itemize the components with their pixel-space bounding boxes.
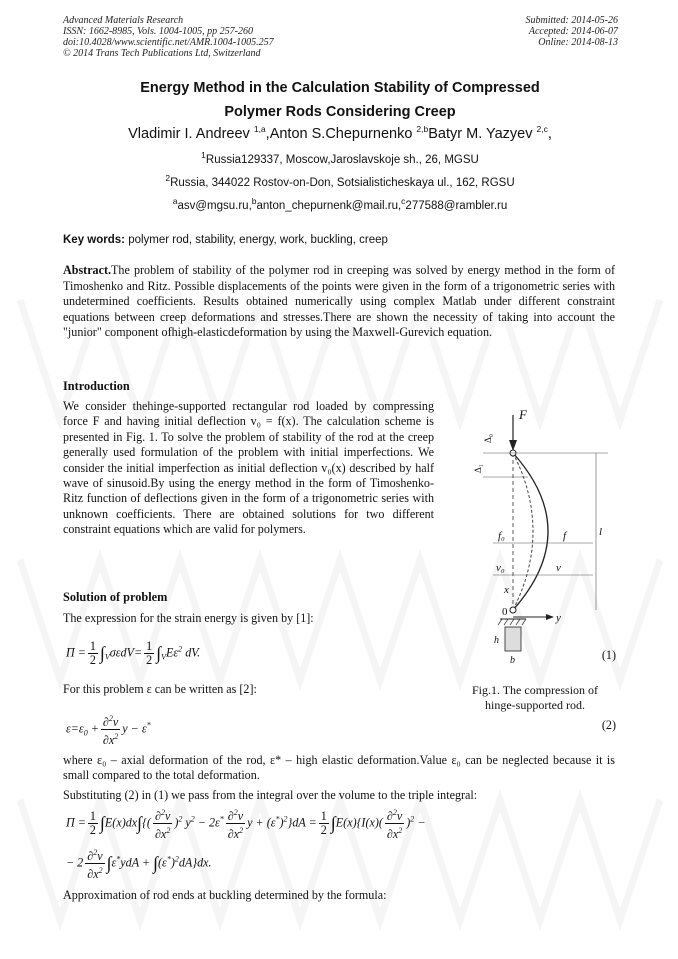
issn: ISSN: 1662-8985, Vols. 1004-1005, pp 257-260 — [63, 26, 253, 37]
figure-caption-line-1: Fig.1. The compression of — [471, 683, 599, 697]
equation-1: Π = $\frac{1}{2}$ $\int_V\sigma\varepsilon dV=$ $\frac{1}{2}$ $\int_VE\varepsilon^2$ dV. — [66, 639, 201, 667]
doi: doi:10.4028/www.scientific.net/AMR.1004-1005.257 — [63, 37, 274, 48]
email-a-marker: a — [172, 196, 178, 207]
figure-caption — [445, 683, 625, 712]
x-axis-label: x — [504, 584, 509, 596]
journal-info — [63, 15, 274, 59]
y-axis-arrow — [546, 614, 554, 620]
equation-2-number: (2) — [601, 718, 616, 732]
author-list — [60, 126, 620, 142]
keywords-label: Key words: — [63, 234, 125, 246]
author-3-affil: 2,c — [536, 124, 548, 135]
delta0-label: Δ₀ — [483, 434, 493, 443]
author-2-affil: 2,b — [416, 124, 429, 135]
affiliation-1-marker: 1 — [201, 150, 206, 161]
equation-3-line-2: − 2 $\frac{\partial^2v}{\partial x^2}$ $\int\varepsilon^*ydA + \int(\varepsilon^*)^2dA\}dx$. — [66, 848, 212, 882]
email-a[interactable]: asv@mgsu.ru, — [177, 200, 252, 212]
force-arrow-head — [509, 440, 517, 451]
author-1: Vladimir I. Andreev — [128, 126, 250, 142]
keywords-text: polymer rod, stability, energy, work, buckling, creep — [125, 234, 388, 246]
online-date: Online: 2014-08-13 — [538, 37, 618, 48]
strain-energy-intro: The expression for the strain energy is given by [1]: — [63, 611, 314, 625]
cross-section — [505, 627, 521, 651]
where-paragraph: where ε₀ – axial deformation of the rod, ε* – high elastic deformation.Value ε₀ can be neglected because it is small compared to the total deformation. — [63, 753, 615, 782]
y-axis-label: y — [556, 612, 561, 624]
abstract-label: Abstract. — [63, 263, 112, 277]
equation-3-line-1: Π = $\frac{1}{2}$ ∫E(x)dx∫{( $\frac{\partial^2v}{\partial x^2}$ )$^2$ $y^2 - 2\varepsilon^*$ $\frac{\partial^2v}{\partial x^2}$ $y + (\varepsilon^*)^2\}dA$ = $\frac{1}{2}$ ∫E(x){I(x)( $\frac{\partial^2v}{\partial x^2}$ )$^2$ − — [66, 808, 426, 842]
author-3: Batyr M. Yazyev — [428, 126, 533, 142]
affiliation-1 — [60, 150, 620, 166]
email-b-marker: b — [251, 196, 257, 207]
f-label: f — [563, 530, 567, 542]
section-heading-solution: Solution of problem — [63, 590, 168, 604]
bottom-hinge — [510, 607, 516, 613]
section-heading-introduction: Introduction — [63, 379, 130, 393]
email-c[interactable]: 277588@rambler.ru — [405, 200, 508, 212]
email-c-marker: c — [401, 196, 406, 207]
keywords — [63, 234, 388, 246]
force-label: F — [519, 407, 527, 422]
v-label: v — [556, 562, 561, 574]
submitted-date: Submitted: 2014-05-26 — [525, 15, 618, 26]
affiliation-1-text: Russia129337, Moscow,Jaroslavskoje sh., 26, MGSU — [205, 154, 479, 166]
abstract — [63, 263, 615, 341]
accepted-date: Accepted: 2014-06-07 — [528, 26, 618, 37]
abstract-text: The problem of stability of the polymer rod in creeping was solved by energy method in the form of Timoshenko and Ritz. Possible displacements of the points were given in the form of a trigonometric series with undetermined coefficients. Results obtained numerically using complex Matlab under different constraint equations between creep deformations and stresses.There are shown the necessity of taking into account the "junior" component ofhigh-elasticdeformation by using the Maxwell-Gurevich equation. — [63, 263, 615, 339]
journal-name: Advanced Materials Research — [63, 15, 184, 26]
publication-dates — [526, 15, 619, 48]
v0-label: v₀ — [496, 562, 505, 574]
origin-label: 0 — [502, 606, 508, 618]
affiliation-2-text: Russia, 344022 Rostov-on-Don, Sotsialisticheskaya ul., 162, RGSU — [170, 177, 515, 189]
approximation-paragraph: Approximation of rod ends at buckling determined by the formula: — [63, 888, 387, 902]
author-emails — [60, 196, 620, 212]
author-2: ,Anton S.Chepurnenko — [265, 126, 413, 142]
deflected-rod-curve — [513, 453, 548, 610]
epsilon-intro: For this problem ε can be written as [2]: — [63, 682, 257, 696]
width-label: b — [510, 655, 515, 666]
equation-2: $\varepsilon=\varepsilon_0$ + $\frac{\partial^2v}{\partial x^2}$ y − ε* — [66, 714, 151, 748]
paper-title-line-2: Polymer Rods Considering Creep — [224, 104, 456, 120]
height-label: h — [494, 635, 499, 646]
length-label: l — [599, 526, 603, 538]
substitution-paragraph: Substituting (2) in (1) we pass from the integral over the volume to the triple integral: — [63, 788, 478, 802]
email-b[interactable]: anton_chepurnenk@mail.ru, — [256, 200, 402, 212]
copyright: © 2014 Trans Tech Publications Ltd, Switzerland — [63, 48, 261, 59]
f0-label: f₀ — [498, 530, 505, 542]
support-hatching — [498, 619, 526, 625]
paper-title-line-1: Energy Method in the Calculation Stability of Compressed — [140, 80, 540, 96]
affiliation-2-marker: 2 — [165, 173, 171, 184]
affiliation-2 — [60, 173, 620, 189]
introduction-text: We consider thehinge-supported rectangular rod loaded by compressing force F and having initial deflection v₀ = f(x). The calculation scheme is presented in Fig. 1. To solve the problem of stability of the rod at the creep generally used formulation of the problem with initial imperfections. We consider the initial imperfection as initial deflection v₀(x) described by half wave of sinusoid.By using the energy method in the form of Timoshenko-Ritz function of deflections given in the form of a trigonometric series with unknown coefficients. There are obtained solutions for two different constraint equations which are valid for polymers. — [63, 399, 434, 537]
equation-1-number: (1) — [601, 648, 616, 662]
rod-diagram — [458, 405, 623, 680]
author-trail: , — [547, 126, 552, 142]
author-1-affil: 1,a — [253, 124, 266, 135]
delta1-label: Δ₁ — [473, 464, 483, 473]
figure-caption-line-2: hinge-supported rod. — [485, 697, 585, 712]
